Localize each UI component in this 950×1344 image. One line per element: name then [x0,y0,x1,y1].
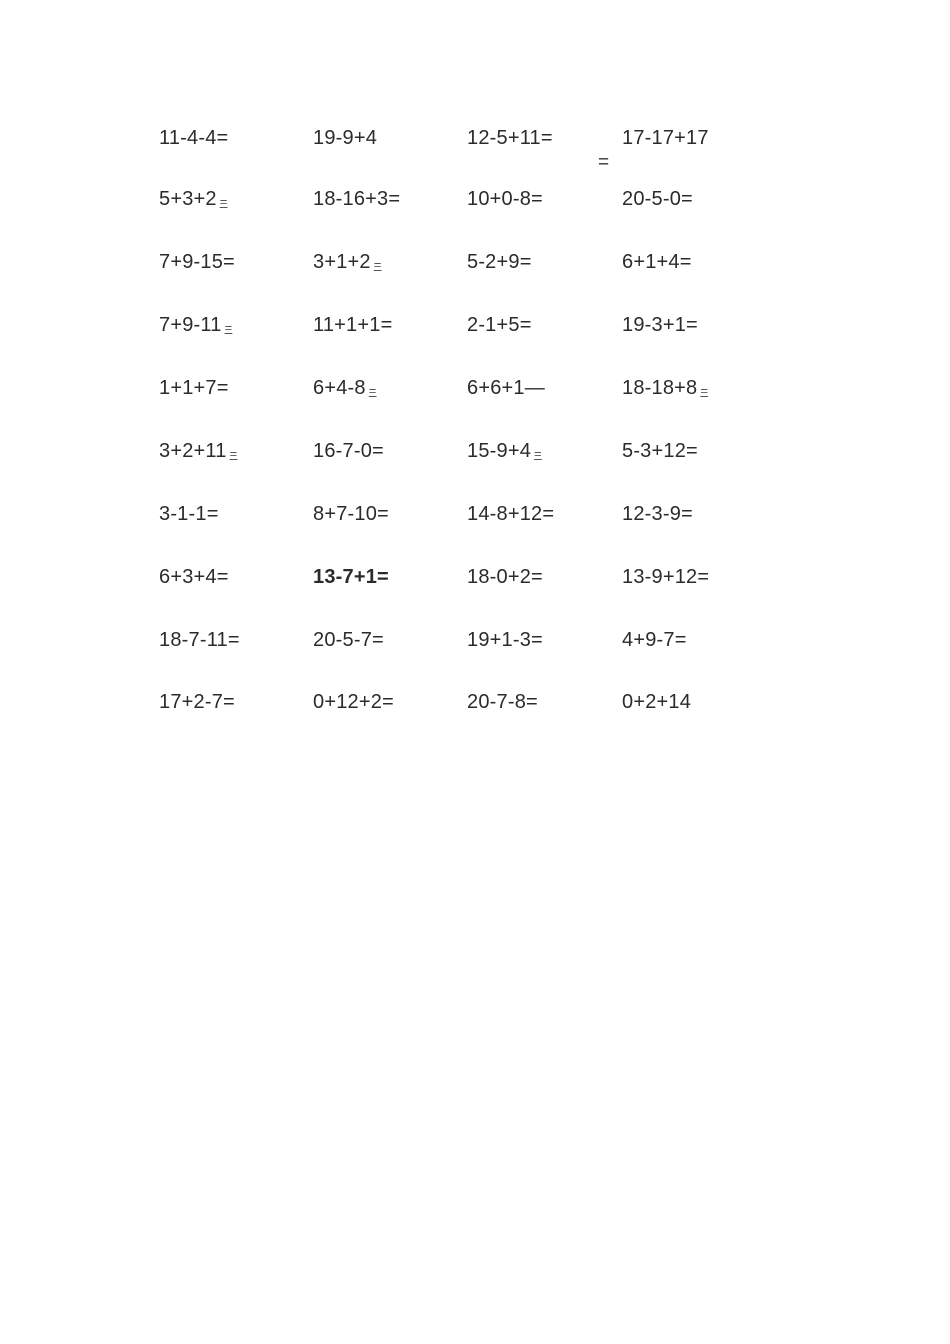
problem-c3-r6 [467,439,542,466]
problem-c4-r3 [622,250,692,274]
problem-text: 16-7-0= [313,440,384,462]
problem-c2-r6 [313,439,384,463]
problem-text: 20-7-8= [467,691,538,713]
problem-c1-r5 [159,376,229,400]
problem-text: 0+12+2= [313,691,394,713]
problem-c1-r10 [159,690,235,714]
problem-c1-r9 [159,628,240,652]
problem-c1-r4 [159,313,232,340]
problem-c3-r3 [467,250,532,274]
problem-c3-r4 [467,313,532,337]
problem-c4-r6 [622,439,698,463]
problem-text: 11-4-4= [159,127,229,149]
problem-c3-r2 [467,187,543,211]
problem-text: 3+2+11 [159,440,227,462]
problem-text: 19+1-3= [467,629,543,651]
problem-c4-r10 [622,690,691,714]
problem-c2-r3 [313,250,382,277]
problem-text: 17-17+17 [622,127,709,149]
problem-text: 2-1+5= [467,314,532,336]
problem-text: 5+3+2 [159,188,217,210]
problem-text: 8+7-10= [313,503,389,525]
problem-text: 7+9-15= [159,251,235,273]
problem-c4-r1 [622,126,709,150]
problem-text: 17+2-7= [159,691,235,713]
equals-mark: = [224,320,233,335]
equals-mark: = [368,383,377,398]
problem-text: 13-7+1= [313,566,389,588]
problem-c2-r9 [313,628,384,652]
problem-text: 3-1-1= [159,503,219,525]
problem-text: 14-8+12= [467,503,555,525]
problem-text: 5-3+12= [622,440,698,462]
problem-c3-r9 [467,628,543,652]
problem-c1-r7 [159,502,219,526]
problem-c4-r4 [622,313,698,337]
problem-text: 12-3-9= [622,503,693,525]
problem-c2-r2 [313,187,400,211]
problem-text: 4+9-7= [622,629,687,651]
problem-text: 6+4-8 [313,377,366,399]
problem-c3-r7 [467,502,554,526]
problem-text: 6+6+1— [467,377,545,399]
problem-text: 13-9+12= [622,566,710,588]
equals-mark: = [219,194,228,209]
problem-c2-r5 [313,376,377,403]
problem-c4-r5 [622,376,708,403]
stray-equals-mark: = [598,152,610,173]
problem-text: 15-9+4 [467,440,532,462]
problem-text: 20-5-7= [313,629,384,651]
problem-c1-r2 [159,187,228,214]
problem-text: 18-18+8 [622,377,698,399]
problem-text: 1+1+7= [159,377,229,399]
problem-c3-r1 [467,126,553,150]
problem-c2-r1 [313,126,377,150]
problem-c4-r7 [622,502,693,526]
problem-c1-r3 [159,250,235,274]
problem-text: 6+1+4= [622,251,692,273]
equals-mark: = [373,257,382,272]
problem-c1-r1 [159,126,228,150]
problem-c1-r8 [159,565,229,589]
problem-c2-r8 [313,565,389,589]
problem-c2-r7 [313,502,389,526]
problem-text: 3+1+2 [313,251,371,273]
problem-c3-r10 [467,690,538,714]
problem-text: 20-5-0= [622,188,693,210]
problem-text: 0+2+14 [622,691,692,713]
problem-c2-r4 [313,313,392,337]
problem-c4-r8 [622,565,709,589]
equals-mark: = [229,446,238,461]
problem-text: 18-0+2= [467,566,543,588]
problem-c3-r5 [467,376,545,400]
problem-c2-r10 [313,690,394,714]
problem-text: 18-7-11= [159,629,240,651]
problem-text: 19-3+1= [622,314,698,336]
problem-text: 11+1+1= [313,314,393,336]
problem-text: 7+9-11 [159,314,222,336]
problem-c4-r9 [622,628,687,652]
problem-text: 10+0-8= [467,188,543,210]
equals-mark: = [534,446,542,461]
problem-text: 18-16+3= [313,188,401,210]
problem-text: 5-2+9= [467,251,532,273]
problem-text: 19-9+4 [313,127,378,149]
problem-text: 6+3+4= [159,566,229,588]
problem-text: 12-5+11= [467,127,553,149]
equals-mark: = [700,383,709,398]
problem-c1-r6 [159,439,237,466]
problem-c3-r8 [467,565,543,589]
problem-c4-r2 [622,187,693,211]
